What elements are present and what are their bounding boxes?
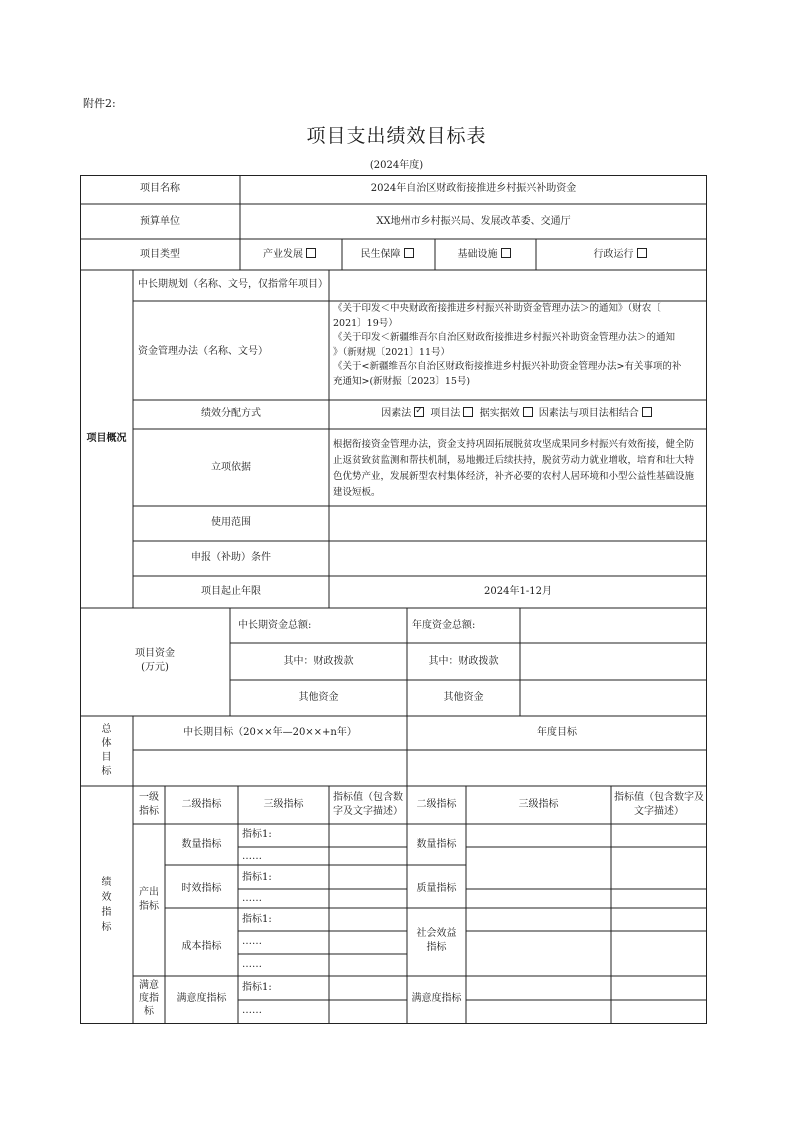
funds-section-label: 项目资金 <box>135 648 175 659</box>
header-value-line: 指标值（包含数字及 <box>614 792 704 803</box>
checkbox-checked-icon[interactable] <box>414 407 424 417</box>
satisfaction-label-line: 度指 <box>139 993 159 1004</box>
mid-goal-label: 中长期目标（20××年—20××+n年） <box>183 727 357 738</box>
indicators-char: 效 <box>101 892 112 903</box>
fund-mgmt-text <box>333 302 681 389</box>
budget-unit-value: XX地州市乡村振兴局、发展改革委、交通厅 <box>376 216 571 227</box>
goals-char: 目 <box>101 752 112 763</box>
goals-section-label <box>80 723 133 779</box>
goals-char: 总 <box>101 724 112 735</box>
mid-total-label: 中长期资金总额: <box>238 620 312 631</box>
mid-other-label: 其他资金 <box>298 692 339 703</box>
attachment-label: 附件2: <box>83 97 116 110</box>
period-label: 项目起止年限 <box>201 586 261 597</box>
social-label-line: 指标 <box>426 942 447 953</box>
funds-unit-label: (万元) <box>141 662 169 673</box>
alloc-option-factor[interactable] <box>381 408 427 419</box>
header-value-right <box>611 791 707 819</box>
indicator-item-more: …… <box>242 959 262 970</box>
scope-label: 使用范围 <box>211 517 251 528</box>
header-value-line: 文字描述） <box>634 806 684 817</box>
basis-label: 立项依据 <box>211 462 251 473</box>
quality-indicator-right: 质量指标 <box>416 883 457 894</box>
page-title: 项目支出绩效目标表 <box>306 125 487 147</box>
satisfaction-label-line: 标 <box>144 1006 154 1017</box>
type-option-label: 产业发展 <box>263 249 303 260</box>
apply-condition-label: 申报（补助）条件 <box>191 552 271 563</box>
fund-mgmt-label: 资金管理办法（名称、文号） <box>138 346 268 357</box>
type-option-livelihood[interactable] <box>342 248 435 262</box>
overview-section-label: 项目概况 <box>86 433 127 444</box>
indicators-section-label <box>80 875 133 935</box>
project-name-label: 项目名称 <box>140 183 180 194</box>
checkbox-icon[interactable] <box>637 248 647 258</box>
indicator-item: 指标1: <box>242 914 272 925</box>
satisfaction-category-label <box>133 979 165 1018</box>
alloc-label: 绩效分配方式 <box>201 408 261 419</box>
goals-char: 标 <box>101 766 112 777</box>
basis-text: 根据衔接资金管理办法，资金支持巩固拓展脱贫攻坚成果同乡村振兴有效衔接，健全防止返贫致贫监测和帮扶机制，易地搬迁后续扶持，脱贫劳动力就业增收，培育和壮大特色优势产业，发展新型农村集体经济，补齐必要的农村人居环境和小型公益性基础设施建设短板。 <box>333 439 695 498</box>
alloc-option-label: 据实据效 <box>479 408 520 419</box>
alloc-option-combined[interactable] <box>539 408 655 419</box>
indicator-item-more: …… <box>242 893 262 904</box>
budget-unit-label: 预算单位 <box>140 216 180 227</box>
project-type-label: 项目类型 <box>140 249 180 260</box>
type-option-label: 基础设施 <box>457 249 498 260</box>
social-label-line: 社会效益 <box>416 928 457 939</box>
fund-mgmt-line: 《关于<新疆维吾尔自治区财政衔接推进乡村振兴补助资金管理办法>有关事项的补 <box>333 361 682 372</box>
header-level1 <box>133 791 165 819</box>
checkbox-icon[interactable] <box>404 248 414 258</box>
indicator-item: 指标1: <box>242 982 272 993</box>
fund-mgmt-line: 《关于印发＜新疆维吾尔自治区财政衔接推进乡村振兴补助资金管理办法＞的通知 <box>333 332 676 343</box>
header-value-left <box>329 791 407 819</box>
checkbox-icon[interactable] <box>523 407 533 417</box>
indicator-item-more: …… <box>242 1005 262 1016</box>
indicators-char: 绩 <box>101 877 112 888</box>
type-option-label: 行政运行 <box>593 249 634 260</box>
fund-mgmt-line: 充通知>(新财振〔2023〕15号) <box>333 375 471 387</box>
indicators-char: 标 <box>101 922 112 933</box>
type-option-label: 民生保障 <box>360 249 401 260</box>
quantity-indicator-left: 数量指标 <box>181 839 222 850</box>
header-level2-left: 二级指标 <box>181 799 222 810</box>
period-value: 2024年1-12月 <box>484 586 552 597</box>
cost-indicator-left: 成本指标 <box>181 941 222 952</box>
social-benefit-indicator <box>407 927 466 955</box>
alloc-option-project[interactable] <box>430 408 476 419</box>
alloc-options <box>329 407 707 421</box>
type-option-admin[interactable] <box>536 248 707 262</box>
alloc-option-actual[interactable] <box>480 408 536 419</box>
time-indicator-left: 时效指标 <box>181 883 222 894</box>
satisfaction-label-line: 满意 <box>139 980 159 991</box>
year-total-label: 年度资金总额: <box>412 620 476 631</box>
indicators-char: 指 <box>101 907 112 918</box>
checkbox-icon[interactable] <box>463 407 473 417</box>
fund-mgmt-line: 》（新财规〔2021〕11号） <box>333 346 451 358</box>
checkbox-icon[interactable] <box>306 248 316 258</box>
indicator-item-more: …… <box>242 851 262 862</box>
goals-char: 体 <box>101 738 112 749</box>
header-value-line: 字及文字描述） <box>333 806 403 817</box>
header-level2-right: 二级指标 <box>416 799 457 810</box>
project-name-value: 2024年自治区财政衔接推进乡村振兴补助资金 <box>370 183 577 194</box>
indicator-item: 指标1: <box>242 829 272 840</box>
quantity-indicator-right: 数量指标 <box>416 839 457 850</box>
fund-mgmt-line: 《关于印发＜中央财政衔接推进乡村振兴补助资金管理办法＞的通知》（财农〔 <box>333 303 661 314</box>
performance-target-table <box>80 175 707 1024</box>
indicator-item-more: …… <box>242 936 262 947</box>
alloc-option-label: 因素法 <box>381 408 412 419</box>
header-value-line: 指标值（包含数 <box>333 792 403 803</box>
satisfaction-indicator-right: 满意度指标 <box>411 993 462 1004</box>
mid-plan-label: 中长期规划（名称、文号，仅指常年项目） <box>138 279 328 290</box>
indicator-item: 指标1: <box>242 872 272 883</box>
output-label-line: 指标 <box>139 901 159 912</box>
checkbox-icon[interactable] <box>501 248 511 258</box>
fund-mgmt-line: 2021〕19号） <box>333 317 398 329</box>
alloc-option-label: 因素法与项目法相结合 <box>538 408 639 419</box>
output-label-line: 产出 <box>139 887 159 898</box>
header-level1-line: 指标 <box>139 806 159 817</box>
mid-fiscal-label: 其中：财政拨款 <box>283 656 354 667</box>
checkbox-icon[interactable] <box>642 407 652 417</box>
satisfaction-indicator-left: 满意度指标 <box>176 993 227 1004</box>
header-level3-right: 三级指标 <box>518 799 559 810</box>
year-other-label: 其他资金 <box>443 692 484 703</box>
type-option-infrastructure[interactable] <box>435 248 536 262</box>
year-goal-label: 年度目标 <box>537 727 577 738</box>
year-fiscal-label: 其中：财政拨款 <box>428 656 499 667</box>
output-indicator-label <box>133 886 165 914</box>
type-option-industry[interactable] <box>240 248 342 262</box>
header-level3-left: 三级指标 <box>263 799 304 810</box>
year-subtitle: (2024年度) <box>369 160 424 171</box>
alloc-option-label: 项目法 <box>430 408 461 419</box>
header-level1-line: 一级 <box>139 792 159 803</box>
